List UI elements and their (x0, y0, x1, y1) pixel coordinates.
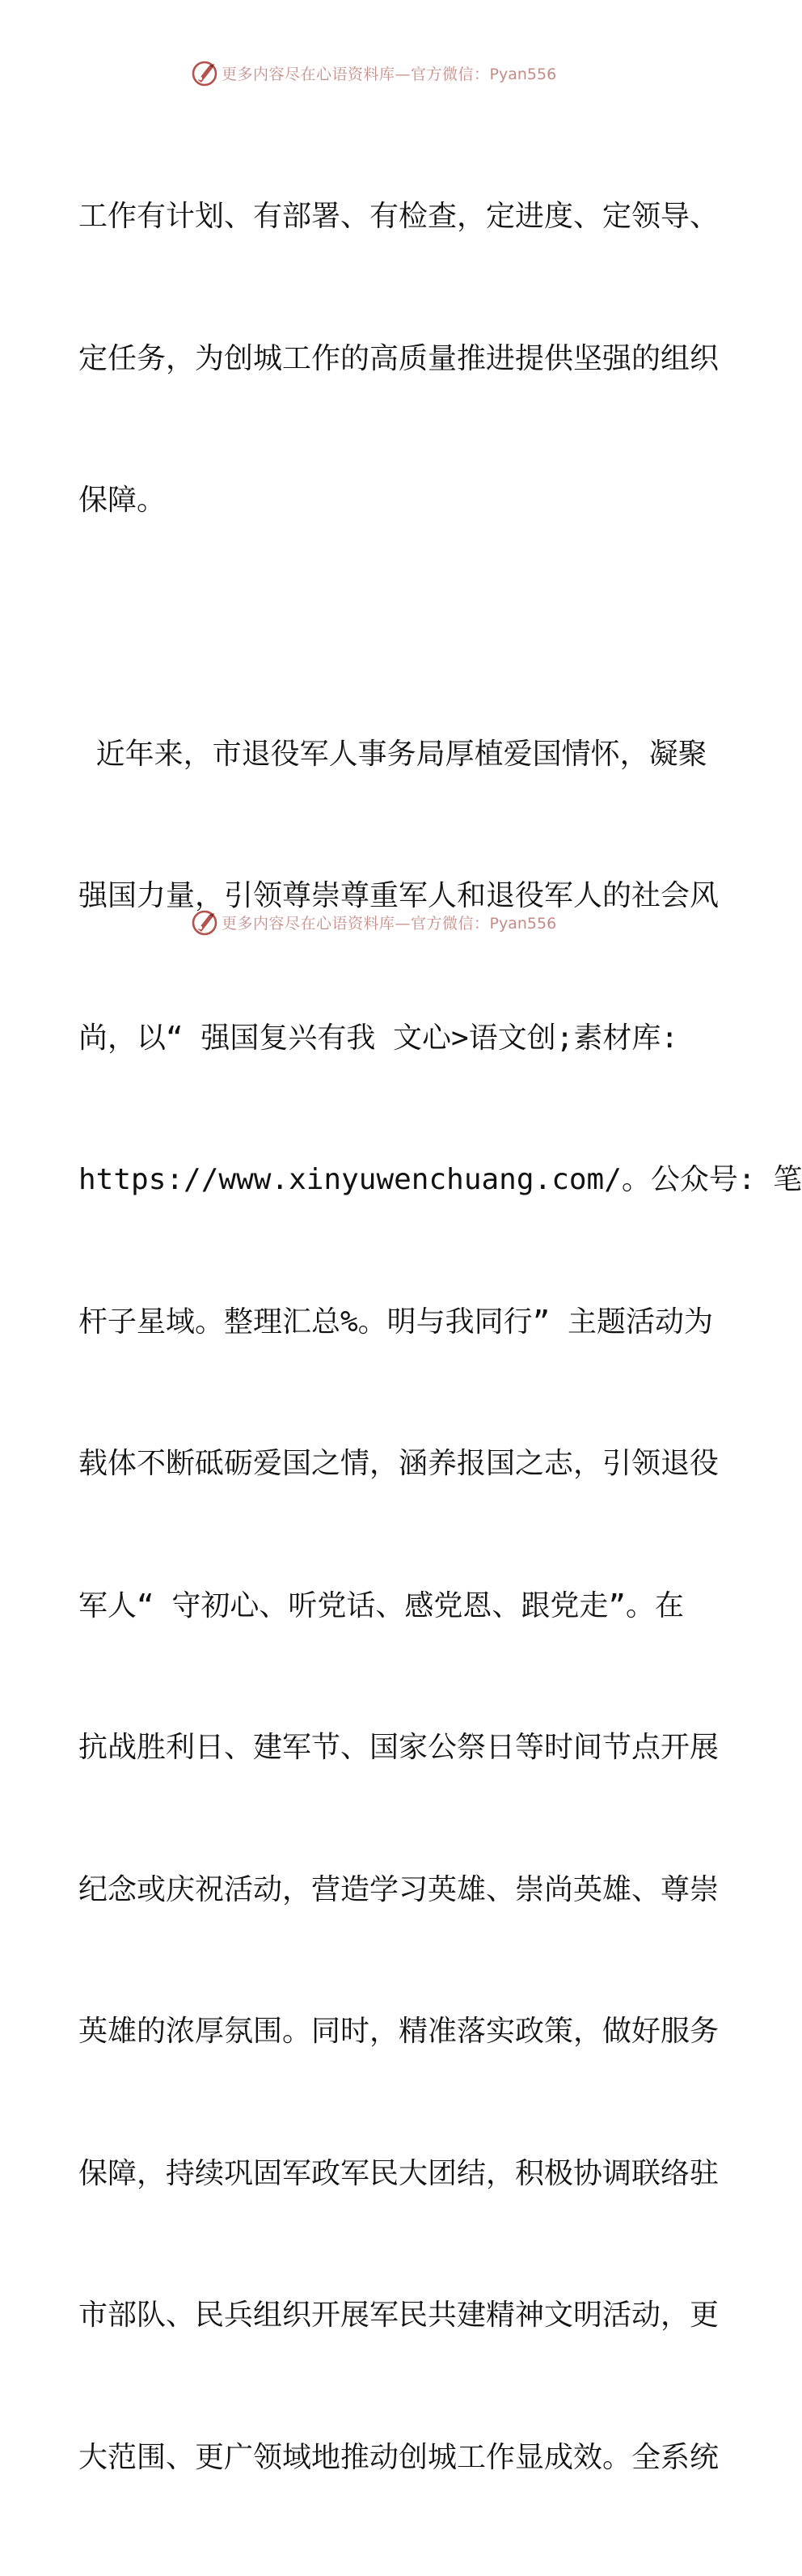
paragraph-line: 抗战胜利日、建军节、国家公祭日等时间节点开展 (78, 1724, 693, 1772)
article-body (78, 99, 693, 2576)
paragraph-line: 市部队、民兵组织开展军民共建精神文明活动，更 (78, 2292, 693, 2340)
header-banner-text (222, 62, 556, 84)
pen-logo-icon (191, 908, 218, 936)
paragraph-line: 强国力量，引领尊崇尊重军人和退役军人的社会风 (78, 873, 693, 920)
paragraph-line: 保障，持续巩固军政军民大团结，积极协调联络驻 (78, 2151, 693, 2198)
footer-banner-cn: 更多内容尽在心语资料库—官方微信： (222, 915, 490, 933)
paragraph-line: 大范围、更广领域地推动创城工作显成效。全系统 (78, 2434, 693, 2482)
paragraph-line: 杆子星域。整理汇总%。明与我同行” 主题活动为 (78, 1299, 693, 1347)
paragraph-line: 近年来，市退役军人事务局厚植爱国情怀，凝聚 (78, 731, 693, 779)
pen-logo-icon (191, 59, 218, 87)
header-banner-cn: 更多内容尽在心语资料库—官方微信： (222, 66, 490, 83)
paragraph-line: 载体不断砥砺爱国之情，涵养报国之志，引领退役 (78, 1440, 693, 1488)
paragraph-line: 尚，以“ 强国复兴有我 文心>语文创;素材库: (78, 1015, 693, 1063)
paragraph-1 (78, 99, 693, 620)
document-page (0, 0, 768, 995)
header-watermark-banner (191, 58, 579, 87)
paragraph-line: 保障。 (78, 477, 693, 525)
paragraph-line: 纪念或庆祝活动，营造学习英雄、崇尚英雄、尊崇 (78, 1867, 693, 1914)
paragraph-line: 英雄的浓厚氛围。同时，精准落实政策，做好服务 (78, 2008, 693, 2056)
paragraph-line: https://www.xinyuwenchuang.com/。公众号: 笔 (78, 1157, 693, 1204)
paragraph-line: 军人“ 守初心、听党话、感党恩、跟党走”。在 (78, 1583, 693, 1631)
header-banner-wechat-id: Pyan556 (490, 66, 557, 83)
footer-watermark-banner (191, 907, 579, 937)
paragraph-line: 工作有计划、有部署、有检查，定进度、定领导、 (78, 193, 693, 241)
footer-banner-wechat-id: Pyan556 (490, 915, 557, 933)
footer-banner-text (222, 912, 556, 933)
paragraph-line: 定任务，为创城工作的高质量推进提供坚强的组织 (78, 336, 693, 383)
